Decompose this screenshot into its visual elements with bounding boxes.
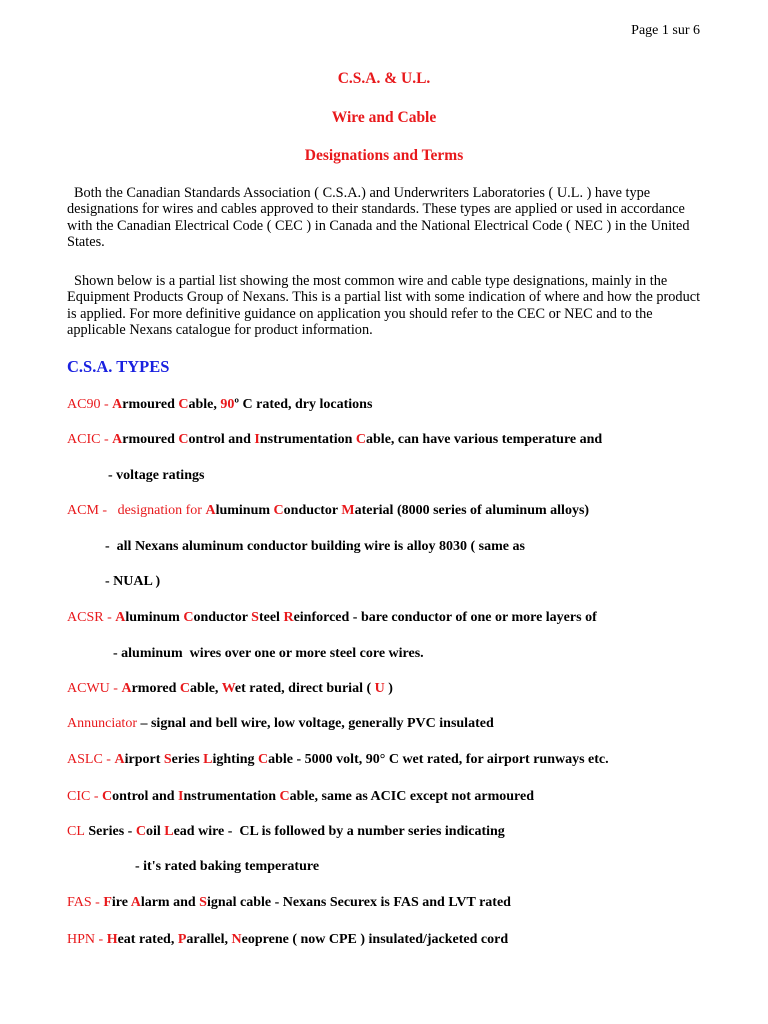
entry-acm-continuation-1: - all Nexans aluminum conductor building wire is alloy 8030 ( same as [105,539,525,554]
entry-cic: CIC - Control and Instrumentation Cable, same as ACIC except not armoured [67,789,534,804]
page-number: Page 1 sur 6 [631,23,700,38]
entry-acwu: ACWU - Armored Cable, Wet rated, direct burial ( U ) [67,681,393,696]
entry-acm: ACM - designation for Aluminum Conductor Material (8000 series of aluminum alloys) [67,503,590,518]
entry-acsr: ACSR - Aluminum Conductor Steel Reinforced - bare conductor of one or more layers of [67,610,597,625]
entry-annunciator: Annunciator – signal and bell wire, low voltage, generally PVC insulated [67,716,494,731]
title-line-3: Designations and Terms [304,147,464,164]
intro-paragraph-2: Shown below is a partial list showing the most common wire and cable type designations, mainly in the Equipment Products Group of Nexans. This is a partial list with some indication of where and how the product is applied. For more definitive guidance on application you should refer to the CEC or NEC and to the applicable Nexans catalogue for product information. [67,273,701,339]
entry-ac90: AC90 - Armoured Cable, 90º C rated, dry locations [67,397,373,412]
title-line-1: C.S.A. & U.L. [337,70,431,87]
entry-aslc: ASLC - Airport Series Lighting Cable - 5000 volt, 90° C wet rated, for airport runways etc. [67,752,609,767]
entry-cl: CL Series - Coil Lead wire - CL is followed by a number series indicating [67,824,505,839]
entry-fas: FAS - Fire Alarm and Signal cable - Nexans Securex is FAS and LVT rated [67,895,511,910]
entry-acsr-continuation: - aluminum wires over one or more steel core wires. [113,646,424,661]
entry-acic-continuation: - voltage ratings [108,468,205,483]
entry-hpn: HPN - Heat rated, Parallel, Neoprene ( now CPE ) insulated/jacketed cord [67,932,509,947]
entry-acm-continuation-2: - NUAL ) [105,574,161,589]
section-title: C.S.A. TYPES [67,357,170,376]
entry-cl-continuation: - it's rated baking temperature [135,859,320,874]
title-line-2: Wire and Cable [331,109,437,126]
intro-paragraph-1: Both the Canadian Standards Association ( C.S.A.) and Underwriters Laboratories ( U.L. ) have type designations for wires and cables approved to their standards. These types are applied or used in accordance with the Canadian Electrical Code ( CEC ) in Canada and the National Electrical Code ( NEC ) in the United States. [67,185,690,251]
entry-acic: ACIC - Armoured Control and Instrumentation Cable, can have various temperature and [67,432,603,447]
